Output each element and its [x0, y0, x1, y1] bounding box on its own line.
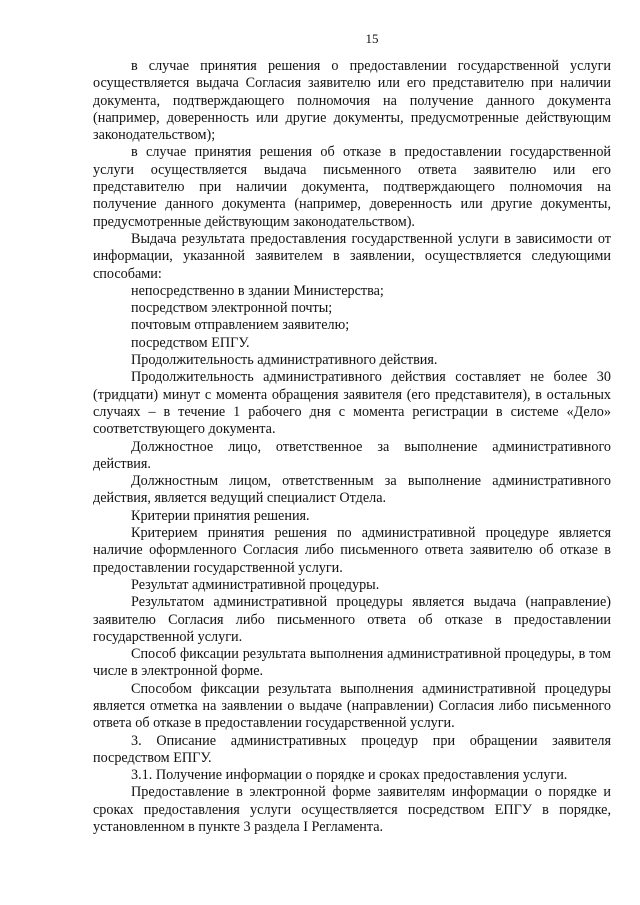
- paragraph: в случае принятия решения об отказе в предоставлении государственной услуги осуществляется выдача письменного ответа заявителю или его представителю при наличии документа, подтверждающего полномочия на получение данного документа (например, доверенность или другие документы, предусмотренные действующим законодательством).: [93, 144, 611, 230]
- paragraph: Выдача результата предоставления государственной услуги в зависимости от информации, указанной заявителем в заявлении, осуществляется следующими способами:: [93, 230, 611, 282]
- list-item: посредством электронной почты;: [131, 300, 333, 317]
- subsection-heading: 3.1. Получение информации о порядке и сроках предоставления услуги.: [131, 767, 568, 784]
- paragraph: в случае принятия решения о предоставлении государственной услуги осуществляется выдача Согласия заявителю или его представителю при наличии документа, подтверждающего полномочия на получение данного документа (например, доверенность или другие документы, предусмотренные действующим законодательством);: [93, 58, 611, 144]
- paragraph: Способ фиксации результата выполнения административной процедуры, в том числе в электронной форме.: [93, 646, 611, 680]
- paragraph: Должностным лицом, ответственным за выполнение административного действия, является ведущий специалист Отдела.: [93, 473, 611, 507]
- paragraph: Должностное лицо, ответственное за выполнение административного действия.: [93, 438, 611, 472]
- paragraph: Результатом административной процедуры является выдача (направление) заявителю Согласия либо письменного ответа об отказе в предоставлении государственной услуги.: [93, 594, 611, 645]
- paragraph: Критерием принятия решения по административной процедуре является наличие оформленного Согласия либо письменного ответа заявителю об отказе в предоставлении государственной услуги.: [93, 525, 611, 576]
- paragraph: Предоставление в электронной форме заявителям информации о порядке и сроках предоставления услуги осуществляется посредством ЕПГУ в порядке, установленном в пункте 3 раздела I Регламента.: [93, 784, 611, 836]
- paragraph: Критерии принятия решения.: [131, 507, 310, 524]
- list-item: непосредственно в здании Министерства;: [131, 282, 384, 299]
- document-body: [93, 58, 611, 836]
- paragraph: Продолжительность административного действия.: [131, 352, 438, 369]
- paragraph: Результат административной процедуры.: [131, 576, 380, 593]
- list-item: посредством ЕПГУ.: [131, 334, 250, 351]
- section-heading: 3. Описание административных процедур при обращении заявителя посредством ЕПГУ.: [93, 732, 611, 766]
- page-number: 15: [365, 31, 379, 46]
- paragraph: Продолжительность административного действия составляет не более 30 (тридцати) минут с момента обращения заявителя (его представителя), в остальных случаях – в течение 1 рабочего дня с момента регистрации в системе «Дело» соответствующего документа.: [93, 369, 611, 438]
- list-item: почтовым отправлением заявителю;: [131, 317, 350, 334]
- paragraph: Способом фиксации результата выполнения административной процедуры является отметка на заявлении о выдаче (направлении) Согласия либо письменного ответа об отказе в предоставлении государственной услуги.: [93, 680, 611, 732]
